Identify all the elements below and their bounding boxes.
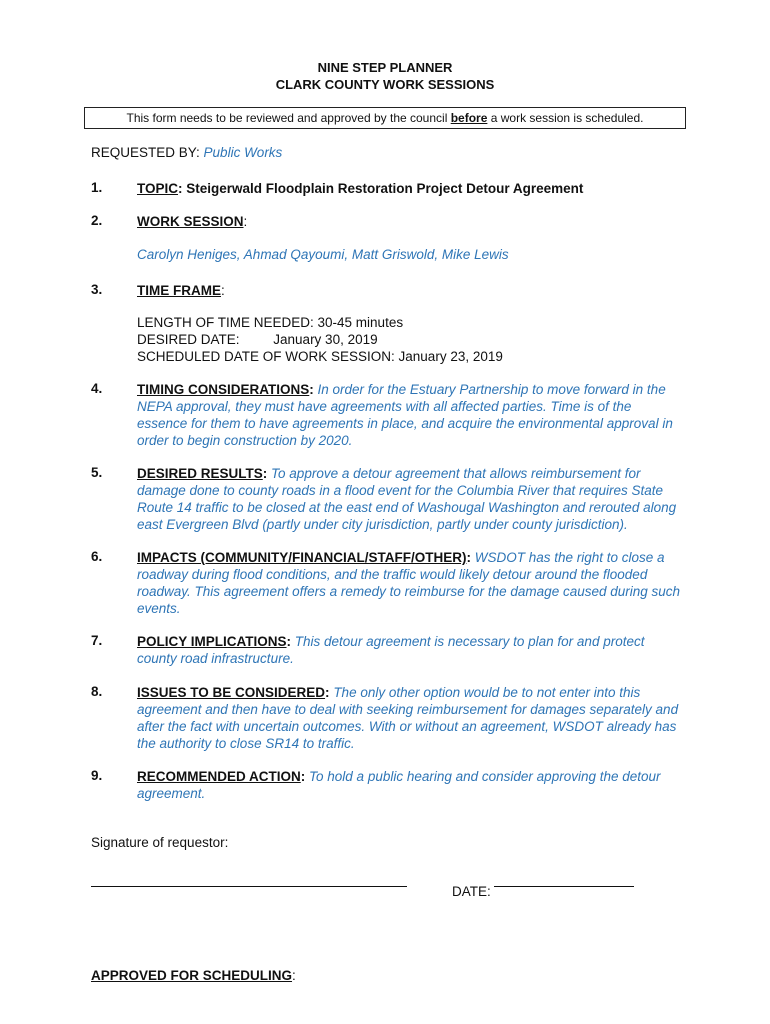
date-line[interactable] <box>494 886 634 887</box>
requested-by-label: REQUESTED BY: <box>91 145 200 160</box>
item-3: TIME FRAME: <box>137 283 225 298</box>
item-7-number: 7. <box>91 633 103 648</box>
signature-line[interactable] <box>91 886 407 887</box>
item-1-label: TOPIC <box>137 181 179 196</box>
desired-date-label: DESIRED DATE: <box>137 332 240 347</box>
item-1: TOPIC: Steigerwald Floodplain Restoration Project Detour Agreement <box>137 181 584 196</box>
item-8-number: 8. <box>91 684 103 699</box>
signature-label: Signature of requestor: <box>91 835 229 850</box>
document-title: NINE STEP PLANNER <box>317 60 453 75</box>
item-8-label: ISSUES TO BE CONSIDERED <box>137 685 326 700</box>
item-6-label: IMPACTS (COMMUNITY/FINANCIAL/STAFF/OTHER) <box>137 550 467 565</box>
notice-box <box>84 107 686 129</box>
item-9-label: RECOMMENDED ACTION <box>137 769 301 784</box>
desired-date-value: January 30, 2019 <box>273 332 378 347</box>
item-6-number: 6. <box>91 549 103 564</box>
item-6-text: WSDOT has the right to close a roadway during flood conditions, and the traffic would likely detour around the flooded roadway. This agreement offers a remedy to reimburse for the damage caused during such events. <box>137 550 681 616</box>
item-2-number: 2. <box>91 213 103 228</box>
requested-by-value: Public Works <box>203 145 283 160</box>
scheduled-date: SCHEDULED DATE OF WORK SESSION: January 23, 2019 <box>137 349 503 364</box>
item-3-number: 3. <box>91 282 103 297</box>
item-3-label: TIME FRAME <box>137 283 221 298</box>
item-5-label: DESIRED RESULTS <box>137 466 263 481</box>
item-4: TIMING CONSIDERATIONS: In order for the Estuary Partnership to move forward in the NEPA approval, they must have agreements with all affected parties. Time is of the essence for them to have agreements in place, and acquire the environmental approval in order to begin construction by 2020. <box>137 382 673 448</box>
notice-text-pre: This form needs to be reviewed and approved by the council <box>126 111 448 125</box>
item-5-text: To approve a detour agreement that allows reimbursement for damage done to county roads in a flood event for the Columbia River that requires State Route 14 traffic to be closed at the east end of Washougal Washington and rerouted along east Evergreen Blvd (partly under city jurisdiction, partly under county jurisdiction). <box>137 466 677 532</box>
item-1-text: Steigerwald Floodplain Restoration Project Detour Agreement <box>186 181 584 196</box>
item-1-number: 1. <box>91 180 103 195</box>
item-2-label: WORK SESSION <box>137 214 244 229</box>
item-8: ISSUES TO BE CONSIDERED: The only other option would be to not enter into this agreement and then have to deal with seeking reimbursement for damages separately and after the fact with uncertain outcomes. With or without an agreement, WSDOT already has the authority to close SR14 to traffic. <box>137 685 679 751</box>
item-7-text: This detour agreement is necessary to plan for and protect county road infrastructure. <box>137 634 645 666</box>
requested-by <box>91 145 282 160</box>
item-5: DESIRED RESULTS: To approve a detour agreement that allows reimbursement for damage done to county roads in a flood event for the Columbia River that requires State Route 14 traffic to be closed at the east end of Washougal Washington and rerouted along east Evergreen Blvd (partly under city jurisdiction, partly under county jurisdiction). <box>137 466 677 532</box>
item-7: POLICY IMPLICATIONS: This detour agreement is necessary to plan for and protect county road infrastructure. <box>137 634 645 666</box>
document-subtitle: CLARK COUNTY WORK SESSIONS <box>275 77 495 92</box>
item-6: IMPACTS (COMMUNITY/FINANCIAL/STAFF/OTHER): WSDOT has the right to close a roadway during flood conditions, and the traffic would likely detour around the flooded roadway. This agreement offers a remedy to reimburse for the damage caused during such events. <box>137 550 681 616</box>
item-2-text: Carolyn Heniges, Ahmad Qayoumi, Matt Griswold, Mike Lewis <box>137 247 509 262</box>
item-9: RECOMMENDED ACTION: To hold a public hearing and consider approving the detour agreement. <box>137 769 661 801</box>
notice-text-post: a work session is scheduled. <box>490 111 644 125</box>
desired-date <box>137 331 682 348</box>
approved-for-scheduling: APPROVED FOR SCHEDULING: <box>91 968 296 983</box>
item-5-number: 5. <box>91 465 103 480</box>
item-4-number: 4. <box>91 381 103 396</box>
item-9-number: 9. <box>91 768 103 783</box>
item-8-text: The only other option would be to not enter into this agreement and then have to deal with seeking reimbursement for damages separately and after the fact with uncertain outcomes. With or without an agreement, WSDOT already has the authority to close SR14 to traffic. <box>137 685 679 751</box>
item-4-label: TIMING CONSIDERATIONS <box>137 382 310 397</box>
item-4-text: In order for the Estuary Partnership to move forward in the NEPA approval, they must have agreements with all affected parties. Time is of the essence for them to have agreements in place, and acquire the environmental approval in order to begin construction by 2020. <box>137 382 673 448</box>
time-length: LENGTH OF TIME NEEDED: 30-45 minutes <box>137 315 404 330</box>
item-7-label: POLICY IMPLICATIONS <box>137 634 287 649</box>
approved-label: APPROVED FOR SCHEDULING <box>91 968 293 983</box>
item-9-text: To hold a public hearing and consider approving the detour agreement. <box>137 769 661 801</box>
date-label: DATE: <box>452 884 491 899</box>
item-2: WORK SESSION: <box>137 214 248 229</box>
notice-text-bold: before <box>450 111 488 125</box>
